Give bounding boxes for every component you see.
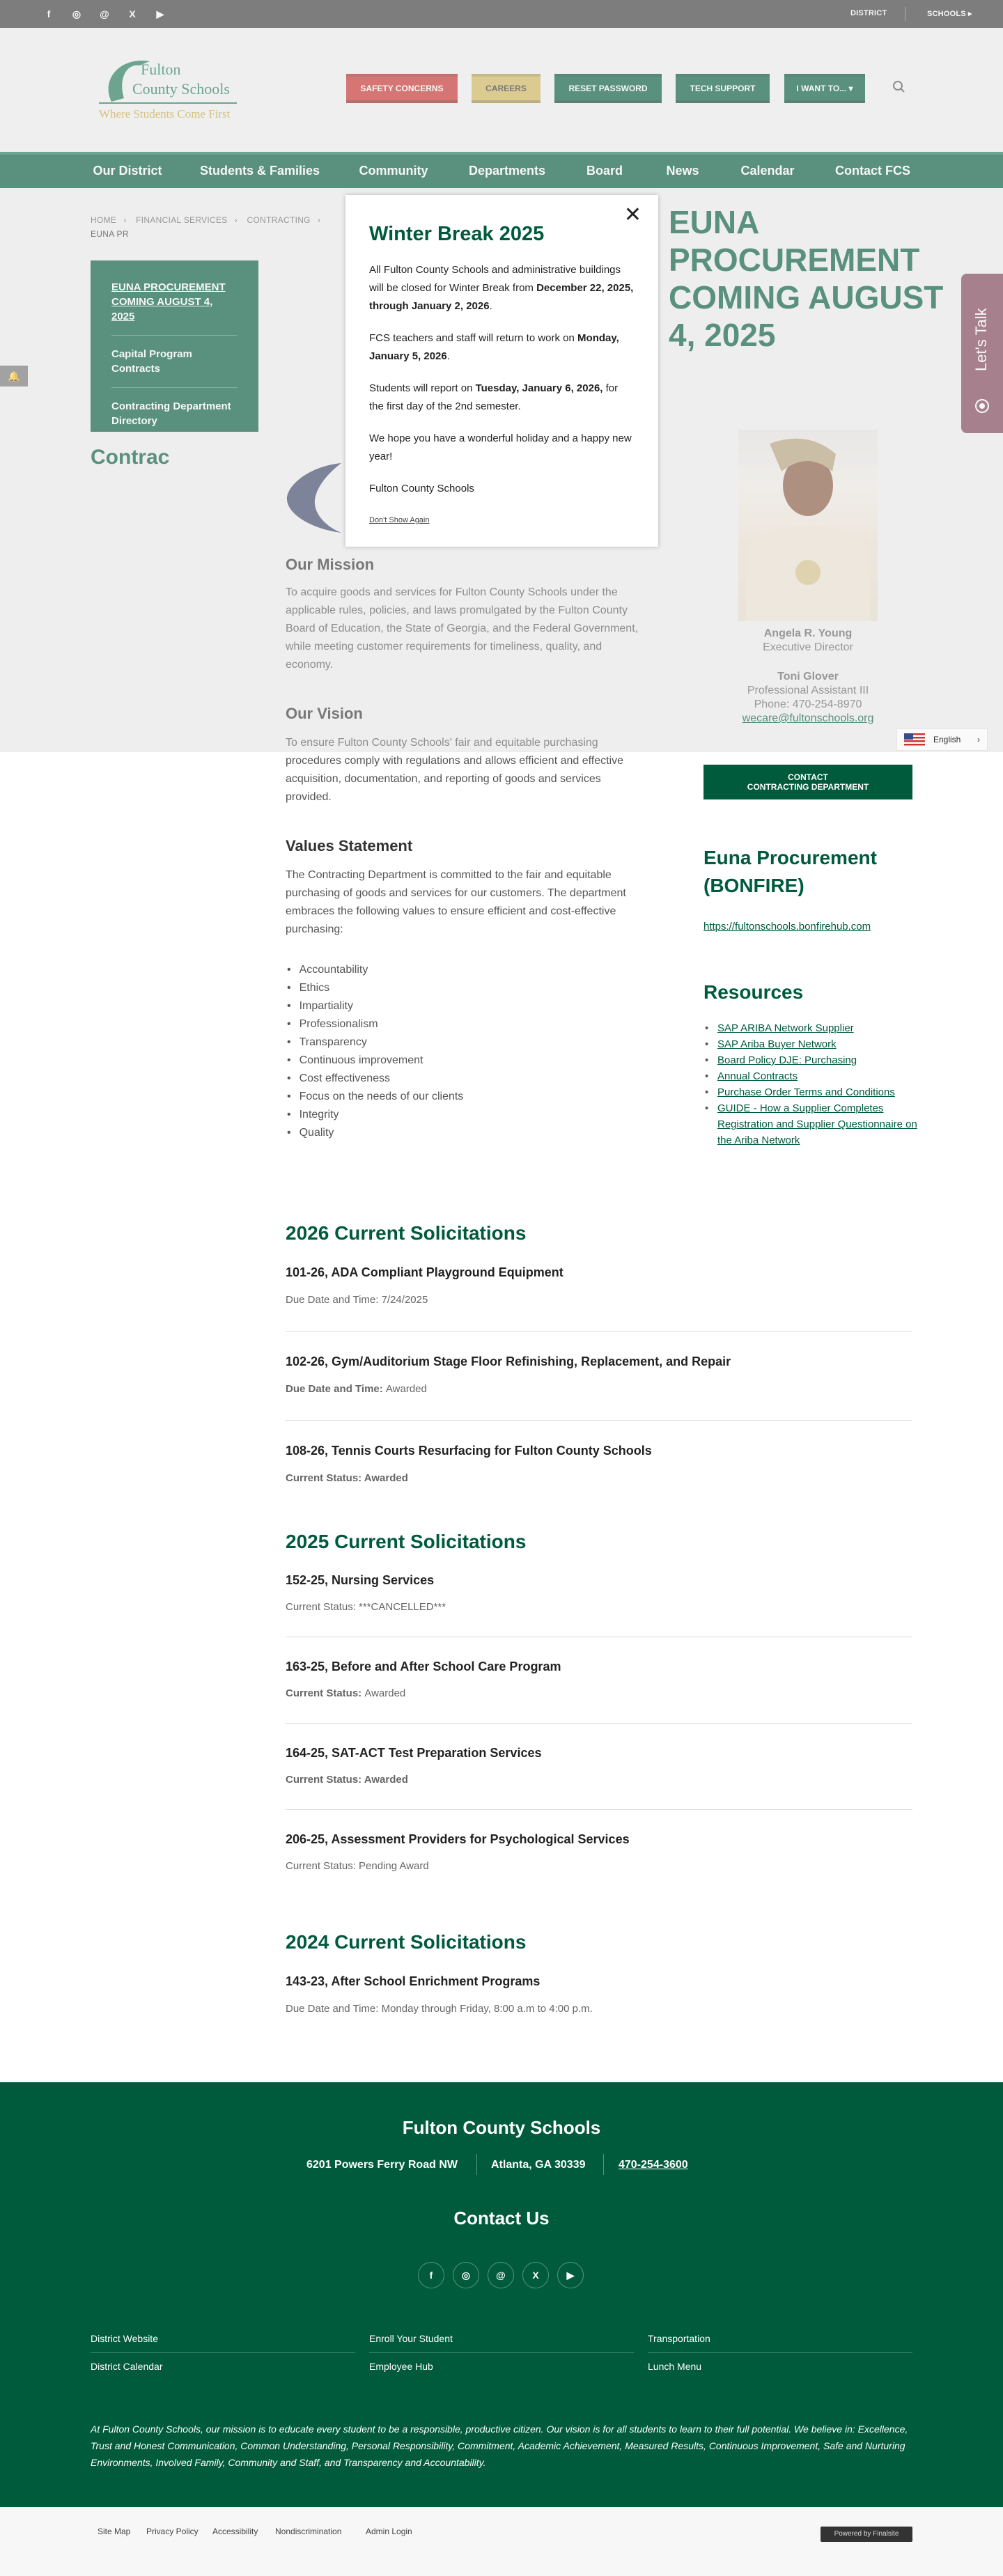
status-label: Current Status: [286, 1601, 359, 1613]
modal-paragraph: We hope you have a wonderful holiday and a happy new year! [369, 432, 632, 462]
status-label: Current Status: [286, 1687, 365, 1699]
footer-address: 6201 Powers Ferry Road NW [306, 2159, 458, 2171]
divider [603, 2154, 604, 2175]
list-item: • Transparency [286, 1033, 463, 1052]
divider [369, 2352, 634, 2353]
breadcrumb-home[interactable]: HOME [91, 215, 117, 225]
solicitation-status [286, 1294, 428, 1306]
x-icon[interactable]: X [522, 2262, 549, 2288]
chevron-right-icon: › [977, 735, 980, 744]
modal-signature: Fulton County Schools [369, 483, 474, 494]
resources-list [703, 1020, 926, 1148]
staff-title: Executive Director [763, 641, 853, 653]
solicitation-status [286, 1687, 405, 1699]
close-icon[interactable]: ✕ [623, 203, 642, 226]
divider [286, 1420, 912, 1421]
list-item: • Integrity [286, 1106, 463, 1124]
solicitation-status [286, 1383, 427, 1395]
x-icon[interactable]: X [129, 8, 136, 19]
modal-paragraph: FCS teachers and staff will return to work on Monday, January 5, 2026. [369, 332, 619, 362]
breadcrumb-current: EUNA PR [91, 229, 129, 239]
mission-heading: Our Mission [286, 556, 375, 573]
logo-text: Fulton [141, 61, 181, 78]
contact-contracting-button[interactable] [703, 765, 912, 799]
nav-contact-fcs[interactable]: Contact FCS [835, 164, 910, 178]
status-value: Pending Award [359, 1860, 429, 1872]
threads-icon[interactable]: @ [100, 8, 109, 19]
site-map-link[interactable]: Site Map [98, 2527, 131, 2536]
status-value: Awarded [364, 1472, 408, 1484]
nondiscrimination-link[interactable]: Nondiscrimination [275, 2527, 342, 2536]
divider [648, 2352, 912, 2353]
euna-heading: Euna Procurement (BONFIRE) [703, 847, 877, 896]
resources-heading: Resources [703, 981, 804, 1003]
sidebar-item-contracting-directory[interactable]: Contracting Department Directory [111, 400, 231, 427]
status-value: Awarded [385, 1383, 427, 1395]
list-item: • Cost effectiveness [286, 1070, 463, 1088]
instagram-icon[interactable]: ◎ [453, 2262, 479, 2288]
staff-phone: Phone: 470-254-8970 [754, 698, 862, 710]
solicitation-title: 152-25, Nursing Services [286, 1573, 435, 1587]
solicitation-title: 164-25, SAT-ACT Test Preparation Services [286, 1746, 542, 1760]
staff-email-link[interactable]: wecare@fultonschools.org [742, 712, 874, 724]
divider [476, 2154, 477, 2175]
i-want-to-dropdown[interactable]: I WANT TO... ▾ [784, 74, 865, 103]
breadcrumb-contracting[interactable]: CONTRACTING [247, 215, 311, 225]
modal-title: Winter Break 2025 [369, 223, 545, 245]
solicitations-heading: 2025 Current Solicitations [286, 1531, 527, 1552]
list-item: • Impartiality [286, 997, 463, 1015]
list-item: • Accountability [286, 961, 463, 979]
resource-link[interactable]: GUIDE - How a Supplier Completes Registration and Supplier Questionnaire on the Ariba Network [717, 1102, 917, 1146]
solicitation-title: 108-26, Tennis Courts Resurfacing for Fulton County Schools [286, 1444, 652, 1458]
footer-link-enroll[interactable]: Enroll Your Student [369, 2333, 453, 2344]
footer-link-lunch-menu[interactable]: Lunch Menu [648, 2361, 702, 2372]
values-list [286, 961, 463, 1142]
youtube-icon[interactable]: ▶ [156, 8, 164, 19]
facebook-icon[interactable]: f [47, 8, 51, 19]
admin-login-link[interactable]: Admin Login [366, 2527, 412, 2536]
solicitation-status [286, 1472, 408, 1484]
sidebar-item-capital-program-contracts[interactable]: Capital Program Contracts [111, 336, 238, 388]
facebook-icon[interactable]: f [418, 2262, 444, 2288]
nav-departments[interactable]: Departments [468, 164, 546, 178]
nav-our-district[interactable]: Our District [93, 164, 162, 178]
solicitations-heading: 2024 Current Solicitations [286, 1931, 527, 1953]
breadcrumb-financial-services[interactable]: FINANCIAL SERVICES [136, 215, 228, 225]
nav-students-families[interactable]: Students & Families [199, 164, 320, 178]
logo-text: County Schools [132, 80, 230, 97]
footer-link-district-calendar[interactable]: District Calendar [91, 2361, 163, 2372]
footer-link-transportation[interactable]: Transportation [648, 2333, 710, 2344]
solicitation-title: 102-26, Gym/Auditorium Stage Floor Refinishing, Replacement, and Repair [286, 1355, 731, 1368]
footer-link-employee-hub[interactable]: Employee Hub [369, 2361, 433, 2372]
solicitation-title: 143-23, After School Enrichment Programs [286, 1974, 541, 1988]
language-value: English [933, 735, 961, 744]
status-label: Due Date and Time: [286, 1383, 386, 1395]
status-label: Due Date and Time: [286, 1294, 382, 1306]
contact-us-heading: Contact Us [453, 2208, 550, 2228]
chevron-right-icon: › [317, 215, 321, 225]
nav-news[interactable]: News [666, 164, 699, 178]
staff-name: Angela R. Young [763, 627, 853, 639]
values-heading: Values Statement [286, 837, 413, 854]
page-subtitle: Contrac [91, 446, 170, 469]
careers-button[interactable]: CAREERS [472, 74, 541, 103]
footer-title: Fulton County Schools [402, 2117, 601, 2138]
solicitations-heading: 2026 Current Solicitations [286, 1222, 527, 1244]
list-item: • Focus on the needs of our clients [286, 1088, 463, 1106]
solicitation-title: 206-25, Assessment Providers for Psychological Services [286, 1832, 630, 1846]
nav-calendar[interactable]: Calendar [740, 164, 795, 178]
status-label: Due Date and Time: [286, 2003, 382, 2015]
solicitation-status [286, 1774, 408, 1786]
footer-mission-statement: At Fulton County Schools, our mission is to educate every student to be a responsible, productive citizen. Our vision is for all students to learn to their full potential. We believe in: Excellence, Trust and Honest Communication, Common Understanding, Personal Responsibility, Commitment, Academic Achievement, Measured Results, Continuous Improvement, Safe and Nurturing Environments, Involved Family, Community and Staff, and Transparency and Accountability. [91, 2423, 908, 2468]
chevron-right-icon: › [234, 215, 238, 225]
chevron-right-icon: › [123, 215, 127, 225]
values-text: The Contracting Department is committed to the fair and equitable purchasing of goods and services for our customers. The department embraces the following values to ensure efficient and cost-effective purchasing: [286, 869, 626, 935]
alert-bell-icon[interactable]: 🔔 [0, 366, 28, 387]
footer-phone-link[interactable]: 470-254-3600 [619, 2159, 688, 2171]
schools-dropdown[interactable]: SCHOOLS ▸ [927, 10, 972, 18]
divider [286, 1723, 912, 1724]
district-link[interactable]: DISTRICT [850, 9, 887, 17]
resource-link[interactable]: SAP ARIBA Network Supplier [717, 1022, 854, 1034]
mission-text: To acquire goods and services for Fulton County Schools under the applicable rules, policies, and laws promulgated by the Fulton County Board of Education, the State of Georgia, and the Federal Government, while meeting customer requirements for timeliness, quality, and economy. [286, 586, 639, 671]
status-value: 7/24/2025 [381, 1294, 428, 1306]
modal-paragraph: All Fulton County Schools and administrative buildings will be closed for Winter Break from December 22, 2025, through January 2, 2026. [369, 264, 634, 312]
modal-paragraph: Students will report on Tuesday, January 6, 2026, for the first day of the 2nd semester. [369, 382, 619, 412]
sidebar-item-euna-procurement[interactable]: EUNA PROCUREMENT COMING AUGUST 4, 2025 [111, 280, 238, 336]
divider [286, 1809, 912, 1810]
logo-tagline: Where Students Come First [99, 107, 231, 120]
accessibility-link[interactable]: Accessibility [212, 2527, 258, 2536]
divider [286, 1331, 912, 1332]
winter-break-modal [345, 195, 658, 547]
staff-title: Professional Assistant III [747, 685, 869, 696]
dont-show-again-link[interactable]: Don't Show Again [369, 516, 430, 524]
solicitation-status [286, 1860, 429, 1872]
resource-link[interactable]: Board Policy DJE: Purchasing [717, 1054, 857, 1066]
youtube-icon[interactable]: ▶ [557, 2262, 584, 2288]
footer-city: Atlanta, GA 30339 [491, 2159, 586, 2171]
nav-board[interactable]: Board [586, 164, 623, 178]
resource-link[interactable]: SAP Ariba Buyer Network [717, 1038, 837, 1050]
resource-link[interactable]: Purchase Order Terms and Conditions [717, 1086, 895, 1098]
lets-talk-label: Let's Talk [972, 308, 990, 371]
bonfire-link[interactable]: https://fultonschools.bonfirehub.com [703, 921, 871, 932]
status-value: Awarded [364, 1774, 408, 1786]
safety-concerns-button[interactable]: SAFETY CONCERNS [346, 74, 458, 103]
solicitation-title: 163-25, Before and After School Care Program [286, 1660, 561, 1673]
status-label: Current Status: [286, 1472, 364, 1484]
status-value: Awarded [364, 1687, 406, 1699]
footer-link-district-website[interactable]: District Website [91, 2333, 158, 2344]
status-label: Current Status: [286, 1774, 364, 1786]
vision-text: To ensure Fulton County Schools' fair and equitable purchasing procedures comply with regulations and allows efficient and effective acquisition, documentation, and reporting of goods and services provided. [286, 737, 624, 803]
list-item: • Ethics [286, 979, 463, 997]
reset-password-button[interactable]: RESET PASSWORD [554, 74, 662, 103]
solicitation-status [286, 1601, 446, 1613]
threads-icon[interactable]: @ [488, 2262, 514, 2288]
vision-heading: Our Vision [286, 705, 363, 722]
us-flag-icon [904, 733, 925, 746]
language-selector[interactable] [896, 728, 988, 751]
privacy-policy-link[interactable]: Privacy Policy [146, 2527, 199, 2536]
status-label: Current Status: [286, 1860, 359, 1872]
solicitation-status [286, 2003, 593, 2015]
page-title: EUNA PROCUREMENT COMING AUGUST 4, 2025 [669, 204, 944, 353]
list-item: • Quality [286, 1124, 463, 1142]
staff-name: Toni Glover [777, 671, 839, 682]
button-label: CONTRACTING DEPARTMENT [747, 782, 869, 792]
powered-by-finalsite-badge[interactable]: Powered by Finalsite [821, 2527, 912, 2542]
status-value: Monday through Friday, 8:00 a.m to 4:00 p.m. [381, 2003, 593, 2015]
instagram-icon[interactable]: ◎ [72, 8, 81, 19]
nav-community[interactable]: Community [359, 164, 428, 178]
button-label: CONTACT [788, 772, 828, 782]
list-item: • Continuous improvement [286, 1052, 463, 1070]
list-item: • Professionalism [286, 1015, 463, 1033]
divider [91, 2352, 355, 2353]
resource-link[interactable]: Annual Contracts [717, 1070, 798, 1082]
status-value: ***CANCELLED*** [359, 1601, 446, 1613]
bottom-bar [0, 2507, 1003, 2576]
solicitation-title: 101-26, ADA Compliant Playground Equipment [286, 1265, 563, 1279]
tech-support-button[interactable]: TECH SUPPORT [676, 74, 770, 103]
